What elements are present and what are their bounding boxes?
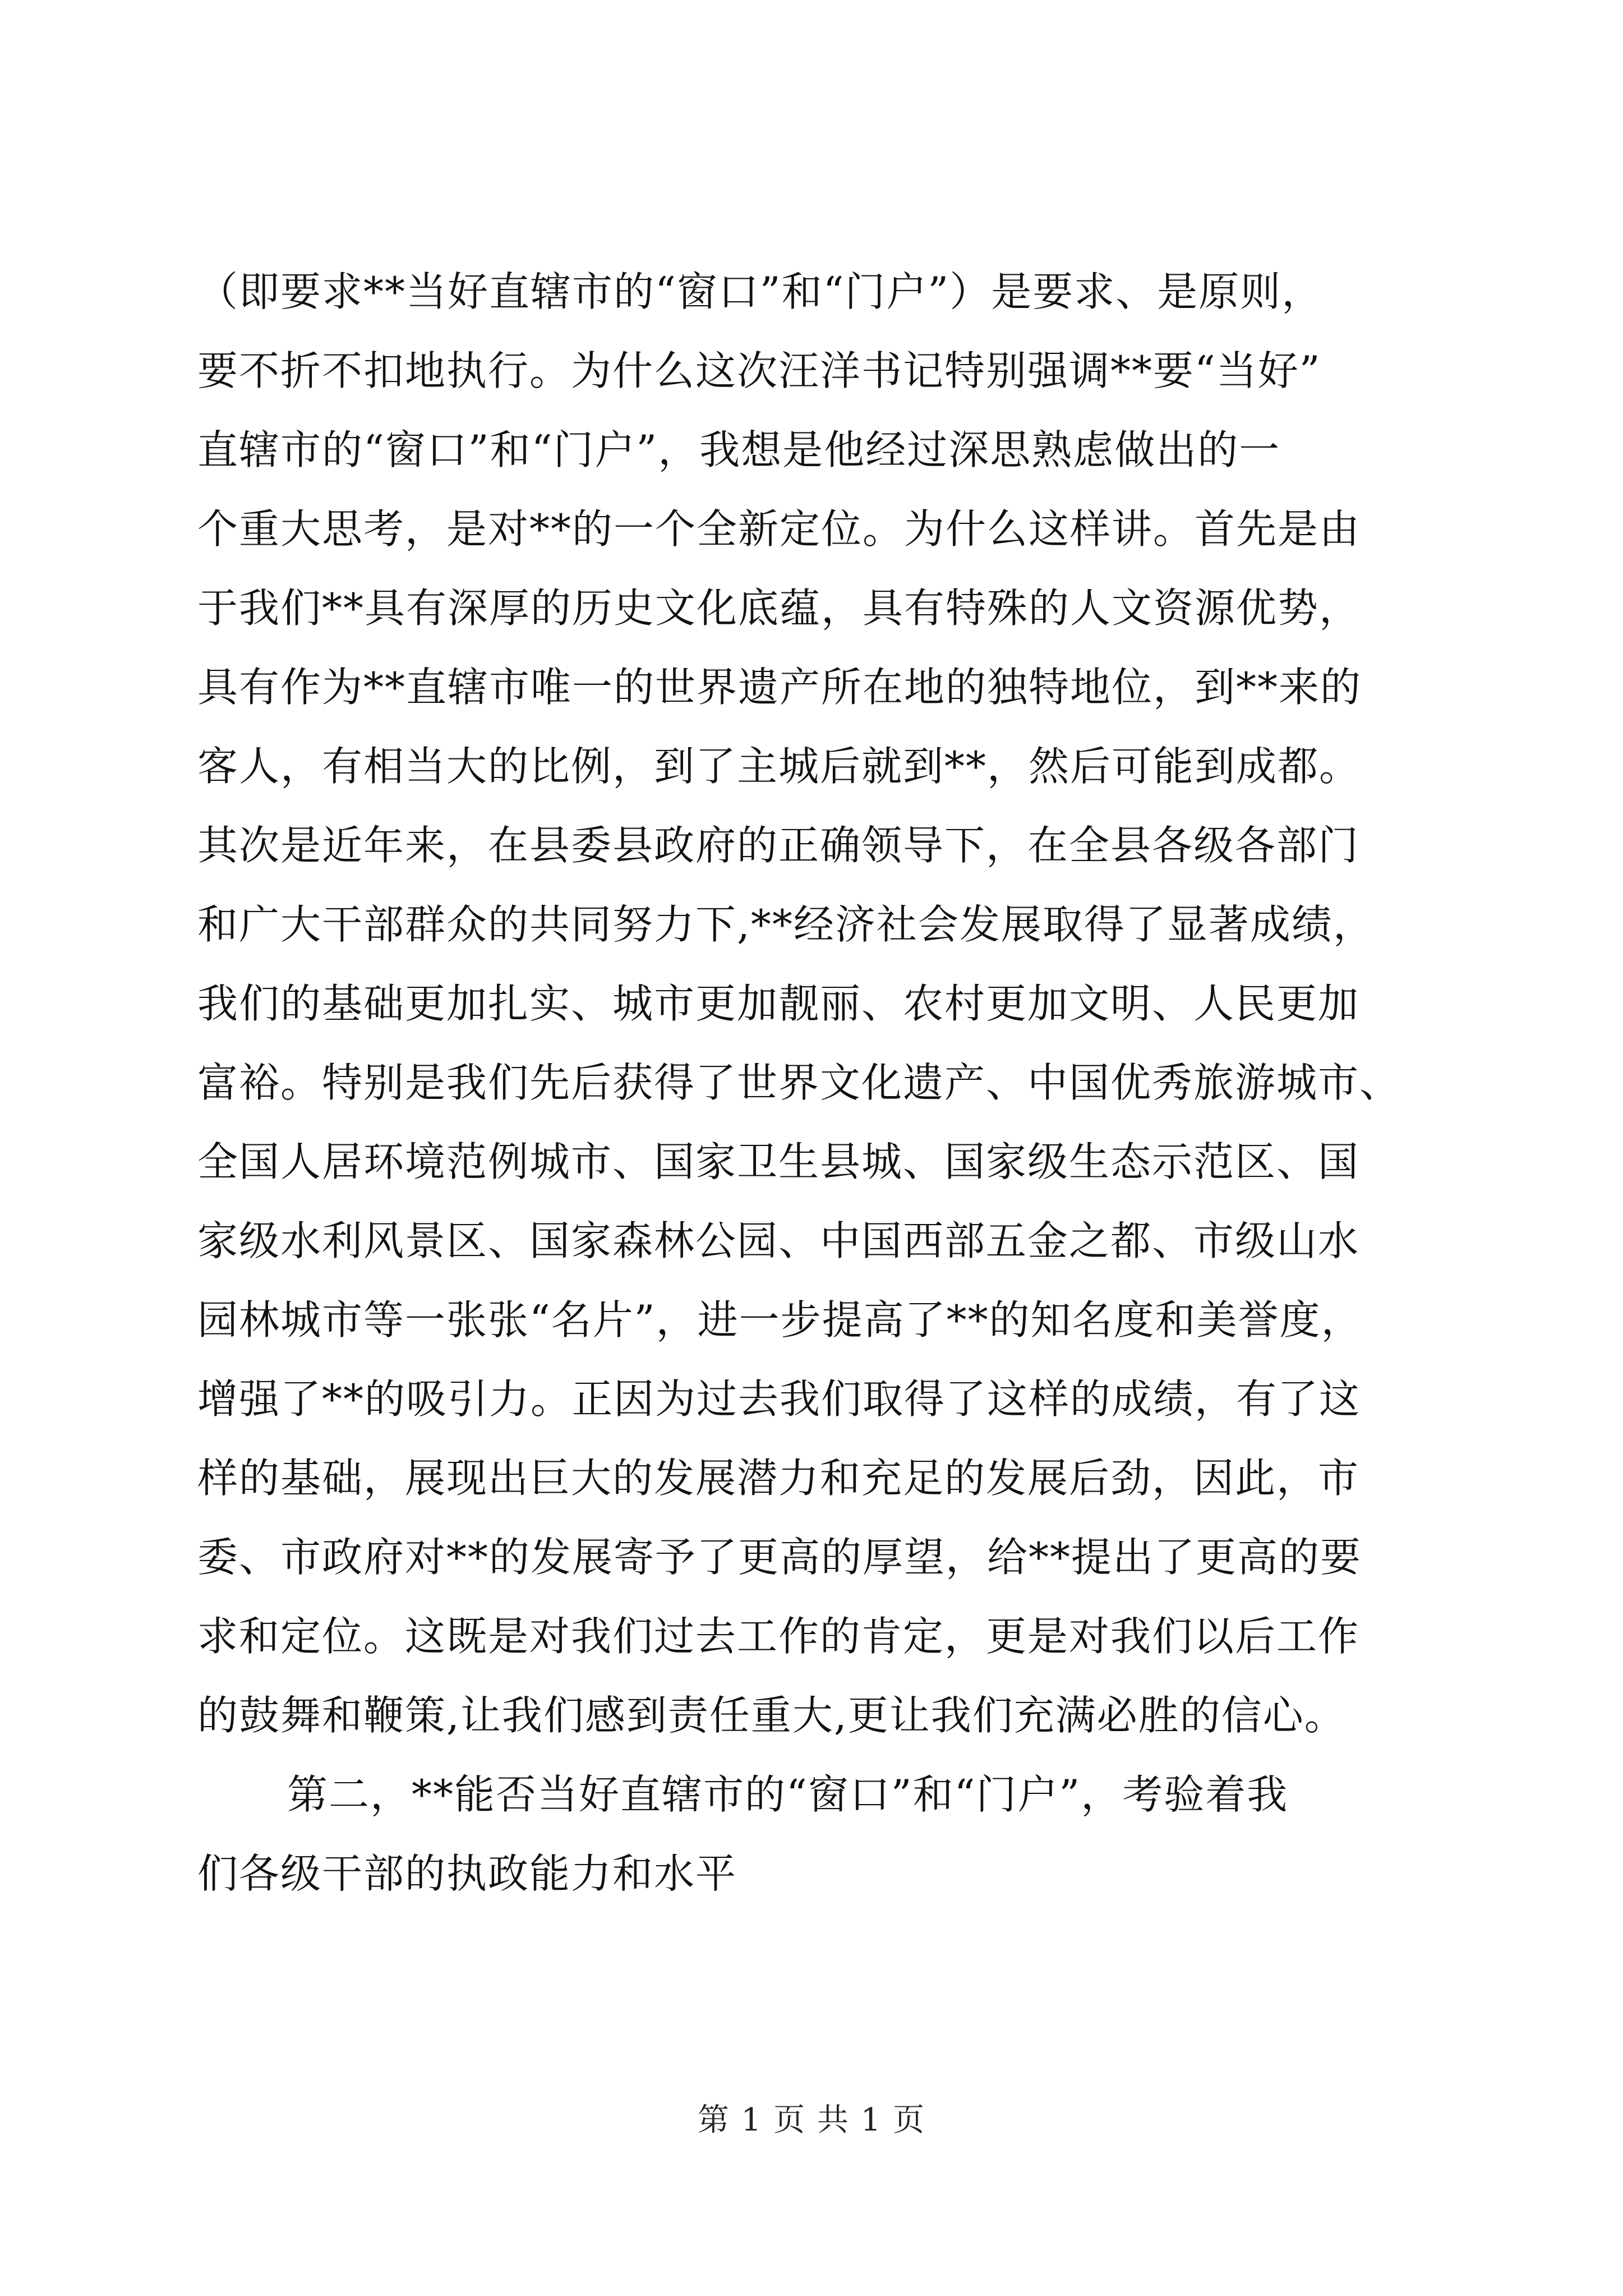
text-line: 我们的基础更加扎实、城市更加靓丽、农村更加文明、人民更加 bbox=[197, 980, 1360, 1027]
page-number-footer: 第 1 页 共 1 页 bbox=[697, 2102, 926, 2138]
text-line: 第二，**能否当好直辖市的“窗口”和“门户”，考验着我 bbox=[287, 1771, 1289, 1818]
text-line: 园林城市等一张张“名片”，进一步提高了**的知名度和美誉度， bbox=[197, 1296, 1363, 1343]
text-line: 和广大干部群众的共同努力下,**经济社会发展取得了显著成绩， bbox=[197, 901, 1375, 948]
text-line: 们各级干部的执政能力和水平 bbox=[197, 1850, 737, 1897]
text-line: 家级水利风景区、国家森林公园、中国西部五金之都、市级山水 bbox=[197, 1217, 1360, 1264]
text-line: 其次是近年来，在县委县政府的正确领导下，在全县各级各部门 bbox=[197, 822, 1360, 869]
text-line: 的鼓舞和鞭策,让我们感到责任重大,更让我们充满必胜的信心。 bbox=[197, 1692, 1346, 1739]
text-line: 求和定位。这既是对我们过去工作的肯定，更是对我们以后工作 bbox=[197, 1613, 1360, 1660]
body-text bbox=[197, 252, 1431, 1913]
text-line: 具有作为**直辖市唯一的世界遗产所在地的独特地位，到**来的 bbox=[197, 664, 1362, 711]
text-line: 增强了**的吸引力。正因为过去我们取得了这样的成绩，有了这 bbox=[197, 1375, 1361, 1423]
text-line: （即要求**当好直辖市的“窗口”和“门户”）是要求、是原则， bbox=[197, 268, 1324, 315]
text-line: 于我们**具有深厚的历史文化底蕴，具有特殊的人文资源优势， bbox=[197, 585, 1361, 632]
text-line: 个重大思考，是对**的一个全新定位。为什么这样讲。首先是由 bbox=[197, 505, 1361, 553]
text-line: 直辖市的“窗口”和“门户”，我想是他经过深思熟虑做出的一 bbox=[197, 426, 1281, 473]
text-line: 样的基础，展现出巨大的发展潜力和充足的发展后劲，因此，市 bbox=[197, 1455, 1360, 1502]
text-line: 要不折不扣地执行。为什么这次汪洋书记特别强调**要“当好” bbox=[197, 347, 1321, 394]
text-line: 委、市政府对**的发展寄予了更高的厚望，给**提出了更高的要 bbox=[197, 1534, 1362, 1581]
text-line: 全国人居环境范例城市、国家卫生县城、国家级生态示范区、国 bbox=[197, 1138, 1360, 1185]
text-line: 客人，有相当大的比例，到了主城后就到**，然后可能到成都。 bbox=[197, 743, 1361, 790]
text-line: 富裕。特别是我们先后获得了世界文化遗产、中国优秀旅游城市、 bbox=[197, 1059, 1401, 1106]
